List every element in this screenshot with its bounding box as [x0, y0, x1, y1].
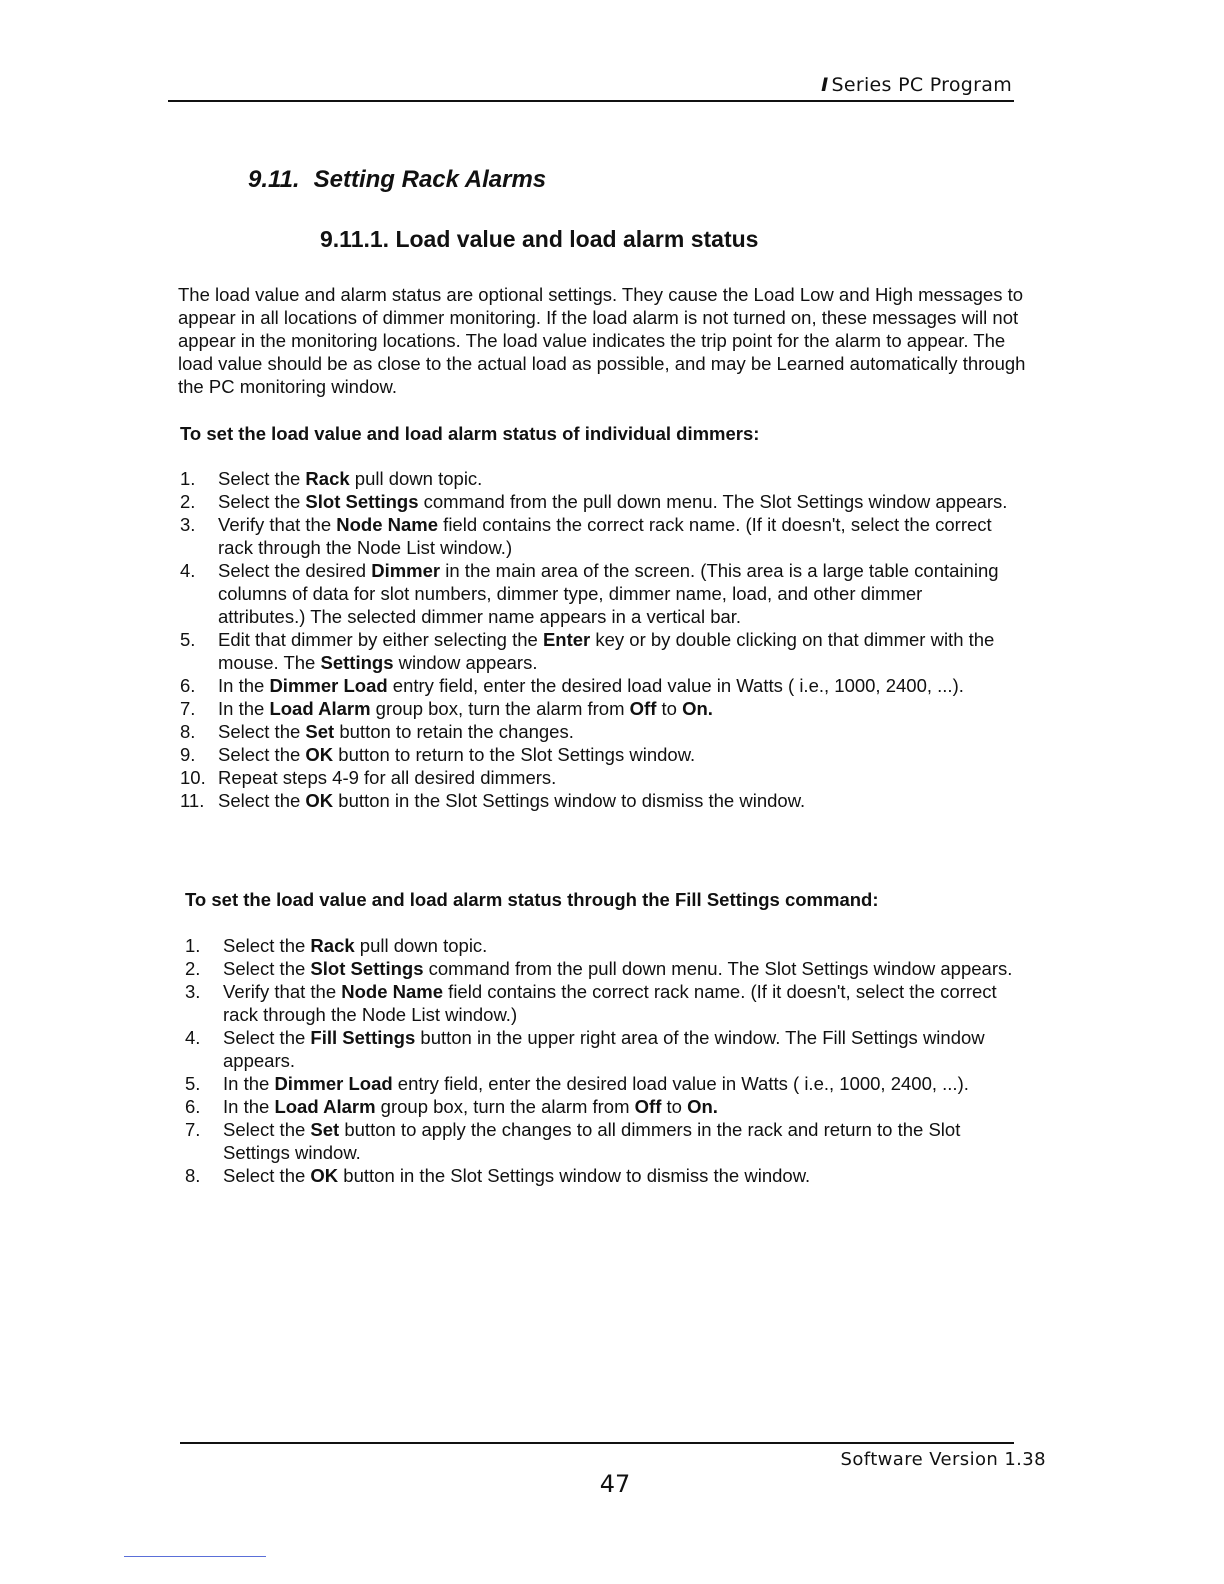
step-number: 6.	[185, 1096, 201, 1117]
step-text: button in the Slot Settings window to dismiss the window.	[338, 1165, 811, 1186]
step-number: 4.	[180, 560, 196, 581]
scan-edge-line	[124, 1556, 266, 1557]
fill-steps-list	[185, 934, 1015, 1187]
step-number: 7.	[185, 1119, 201, 1140]
subsection-heading: 9.11.1. Load value and load alarm status	[320, 226, 759, 252]
step-item	[180, 467, 1010, 490]
step-text: in the main area of the screen. (This area is a large table containing columns of data for slot numbers, dimmer type, dimmer name, load, and other dimmer attributes.) The selected dimmer name appears in a vertical bar.	[218, 560, 999, 627]
step-text: button to return to the Slot Settings window.	[333, 744, 696, 765]
header-title: Series PC Program	[831, 74, 1012, 96]
step-text: Select the	[223, 1119, 311, 1140]
step-item	[180, 697, 1010, 720]
step-number: 7.	[180, 698, 196, 719]
intro-paragraph: The load value and alarm status are optional settings. They cause the Load Low and High messages to appear in all locations of dimmer monitoring. If the load alarm is not turned on, these messages will not appear in the monitoring locations. The load value indicates the trip point for the alarm to appear. The load value should be as close to the actual load as possible, and may be Learned automatically through the PC monitoring window.	[178, 284, 1026, 397]
step-item	[180, 720, 1010, 743]
step-text: command from the pull down menu. The Slot Settings window appears.	[418, 491, 1008, 512]
step-item	[185, 1095, 1015, 1118]
step-text: In the	[223, 1096, 275, 1117]
step-keyword: Dimmer Load	[269, 675, 388, 696]
header-italic-mark: I	[821, 74, 829, 96]
step-text: Edit that dimmer by either selecting the	[218, 629, 543, 650]
step-text: Verify that the	[218, 514, 337, 535]
step-item	[180, 559, 1010, 628]
section-number: 9.11.	[248, 166, 300, 193]
step-keyword: Settings	[320, 652, 394, 673]
step-item	[185, 1118, 1015, 1164]
step-text: In the	[218, 698, 270, 719]
software-version: Software Version 1.38	[840, 1449, 1046, 1470]
step-keyword: Set	[310, 1119, 340, 1140]
step-text: key or by double clicking on that dimmer with the mouse. The	[218, 629, 995, 673]
step-text: window appears.	[393, 652, 538, 673]
step-item	[180, 789, 1010, 812]
step-text: Select the	[218, 491, 306, 512]
step-keyword: Load Alarm	[274, 1096, 376, 1117]
step-item	[185, 980, 1015, 1026]
step-keyword: OK	[310, 1165, 339, 1186]
step-keyword: Set	[305, 721, 335, 742]
step-keyword: Enter	[542, 629, 591, 650]
step-text: Select the	[218, 744, 306, 765]
step-text: entry field, enter the desired load value in Watts ( i.e., 1000, 2400, ...).	[392, 1073, 969, 1094]
page-number: 47	[599, 1470, 631, 1498]
step-number: 1.	[185, 935, 201, 956]
section-title: Setting Rack Alarms	[313, 166, 547, 193]
step-text: group box, turn the alarm from	[370, 698, 630, 719]
step-text: Select the	[218, 790, 306, 811]
step-item	[180, 743, 1010, 766]
step-text: Select the	[223, 958, 311, 979]
step-text: to	[661, 1096, 688, 1117]
step-keyword: Slot Settings	[310, 958, 424, 979]
step-text: Select the	[218, 721, 306, 742]
step-keyword: OK	[305, 790, 334, 811]
step-number: 8.	[185, 1165, 201, 1186]
step-number: 5.	[185, 1073, 201, 1094]
step-keyword: On.	[687, 1096, 718, 1117]
step-number: 3.	[185, 981, 201, 1002]
step-text: Select the desired	[218, 560, 372, 581]
step-keyword: Fill Settings	[310, 1027, 416, 1048]
step-keyword: Dimmer Load	[274, 1073, 393, 1094]
step-keyword: On.	[682, 698, 713, 719]
step-text: button in the upper right area of the window. The Fill Settings window appears.	[223, 1027, 985, 1071]
footer-rule	[180, 1442, 1014, 1444]
step-number: 10.	[180, 767, 206, 788]
header-rule	[168, 100, 1014, 102]
step-text: In the	[223, 1073, 275, 1094]
step-text: Select the	[223, 935, 311, 956]
step-item	[180, 766, 1010, 789]
step-text: button to apply the changes to all dimmers in the rack and return to the Slot Settings window.	[223, 1119, 961, 1163]
step-item	[180, 628, 1010, 674]
step-number: 3.	[180, 514, 196, 535]
step-text: Select the	[218, 468, 306, 489]
step-keyword: Rack	[305, 468, 350, 489]
step-text: entry field, enter the desired load value in Watts ( i.e., 1000, 2400, ...).	[387, 675, 964, 696]
section-heading	[248, 166, 546, 194]
individual-steps-list	[180, 467, 1010, 812]
step-text: button to retain the changes.	[334, 721, 574, 742]
step-text: Repeat steps 4-9 for all desired dimmers.	[218, 767, 557, 788]
step-text: field contains the correct rack name. (If it doesn't, select the correct rack through the Node List window.)	[218, 514, 992, 558]
step-keyword: Slot Settings	[305, 491, 419, 512]
step-keyword: OK	[305, 744, 334, 765]
step-number: 9.	[180, 744, 196, 765]
fill-procedure-heading: To set the load value and load alarm status through the Fill Settings command:	[185, 889, 879, 910]
individual-procedure-heading: To set the load value and load alarm status of individual dimmers:	[180, 423, 760, 444]
step-number: 5.	[180, 629, 196, 650]
step-text: field contains the correct rack name. (If it doesn't, select the correct rack through the Node List window.)	[223, 981, 997, 1025]
step-text: to	[656, 698, 683, 719]
step-number: 2.	[180, 491, 196, 512]
step-text: group box, turn the alarm from	[375, 1096, 635, 1117]
step-keyword: Off	[634, 1096, 662, 1117]
running-header	[168, 74, 1012, 96]
step-text: Select the	[223, 1027, 311, 1048]
step-keyword: Node Name	[341, 981, 444, 1002]
step-number: 2.	[185, 958, 201, 979]
step-number: 11.	[180, 790, 205, 811]
step-text: In the	[218, 675, 270, 696]
step-text: pull down topic.	[349, 468, 483, 489]
step-item	[185, 1164, 1015, 1187]
step-text: command from the pull down menu. The Slot Settings window appears.	[423, 958, 1013, 979]
step-item	[180, 674, 1010, 697]
step-number: 6.	[180, 675, 196, 696]
step-number: 8.	[180, 721, 196, 742]
step-item	[180, 490, 1010, 513]
step-item	[185, 957, 1015, 980]
step-keyword: Node Name	[336, 514, 439, 535]
step-keyword: Off	[629, 698, 657, 719]
step-text: Select the	[223, 1165, 311, 1186]
step-item	[185, 1026, 1015, 1072]
step-text: button in the Slot Settings window to dismiss the window.	[333, 790, 806, 811]
step-number: 4.	[185, 1027, 201, 1048]
step-text: Verify that the	[223, 981, 342, 1002]
step-item	[185, 934, 1015, 957]
step-keyword: Load Alarm	[269, 698, 371, 719]
step-keyword: Dimmer	[371, 560, 441, 581]
step-number: 1.	[180, 468, 196, 489]
step-keyword: Rack	[310, 935, 355, 956]
step-item	[180, 513, 1010, 559]
step-text: pull down topic.	[354, 935, 488, 956]
step-item	[185, 1072, 1015, 1095]
